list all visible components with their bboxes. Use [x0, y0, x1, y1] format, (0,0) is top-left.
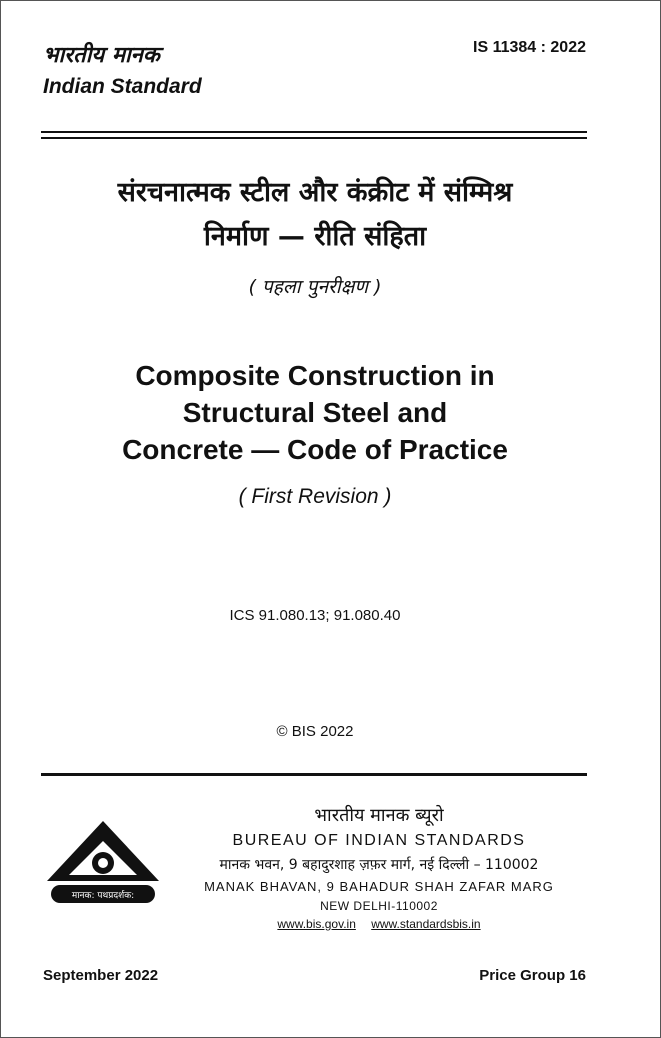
- publication-date: September 2022: [43, 967, 159, 984]
- bis-website-link[interactable]: www.bis.gov.in: [277, 917, 356, 931]
- top-divider: [41, 131, 587, 133]
- hindi-revision: ( पहला पुनरीक्षण ): [248, 276, 382, 298]
- english-brand-label: Indian Standard: [43, 75, 202, 98]
- top-divider-second: [41, 137, 587, 139]
- publisher-hindi-address: मानक भवन, 9 बहादुरशाह ज़फ़र मार्ग, नई दिल्ली – 110002: [219, 857, 539, 873]
- publisher-english-name: BUREAU OF INDIAN STANDARDS: [232, 832, 526, 849]
- publisher-hindi-name: भारतीय मानक ब्यूरो: [314, 805, 444, 826]
- standardsbis-website-link[interactable]: www.standardsbis.in: [371, 917, 481, 931]
- ics-code: ICS 91.080.13; 91.080.40: [229, 607, 401, 624]
- english-revision: ( First Revision ): [238, 485, 392, 508]
- bis-logo-icon: [45, 819, 161, 905]
- publisher-block: [169, 803, 589, 933]
- copyright: © BIS 2022: [276, 723, 354, 740]
- bottom-divider: [41, 773, 587, 776]
- english-title-line2: Structural Steel and: [182, 397, 448, 428]
- standard-number: IS 11384 : 2022: [473, 39, 586, 56]
- publisher-english-address-line2: NEW DELHI-110002: [320, 899, 438, 913]
- website-links: [169, 915, 589, 933]
- hindi-title: [1, 171, 629, 259]
- english-title-line3: Concrete — Code of Practice: [122, 434, 508, 465]
- english-title-line1: Composite Construction in: [135, 360, 495, 391]
- hindi-title-line1: संरचनात्मक स्टील और कंक्रीट में संम्मिश्र: [117, 177, 513, 208]
- publisher-english-address-line1: MANAK BHAVAN, 9 BAHADUR SHAH ZAFAR MARG: [204, 879, 554, 894]
- hindi-brand-label: भारतीय मानक: [43, 43, 160, 68]
- hindi-title-line2: निर्माण — रीति संहिता: [203, 221, 427, 252]
- price-group: Price Group 16: [479, 967, 586, 984]
- logo-text: मानक: पथप्रदर्शक:: [71, 891, 135, 901]
- english-title: [1, 357, 629, 468]
